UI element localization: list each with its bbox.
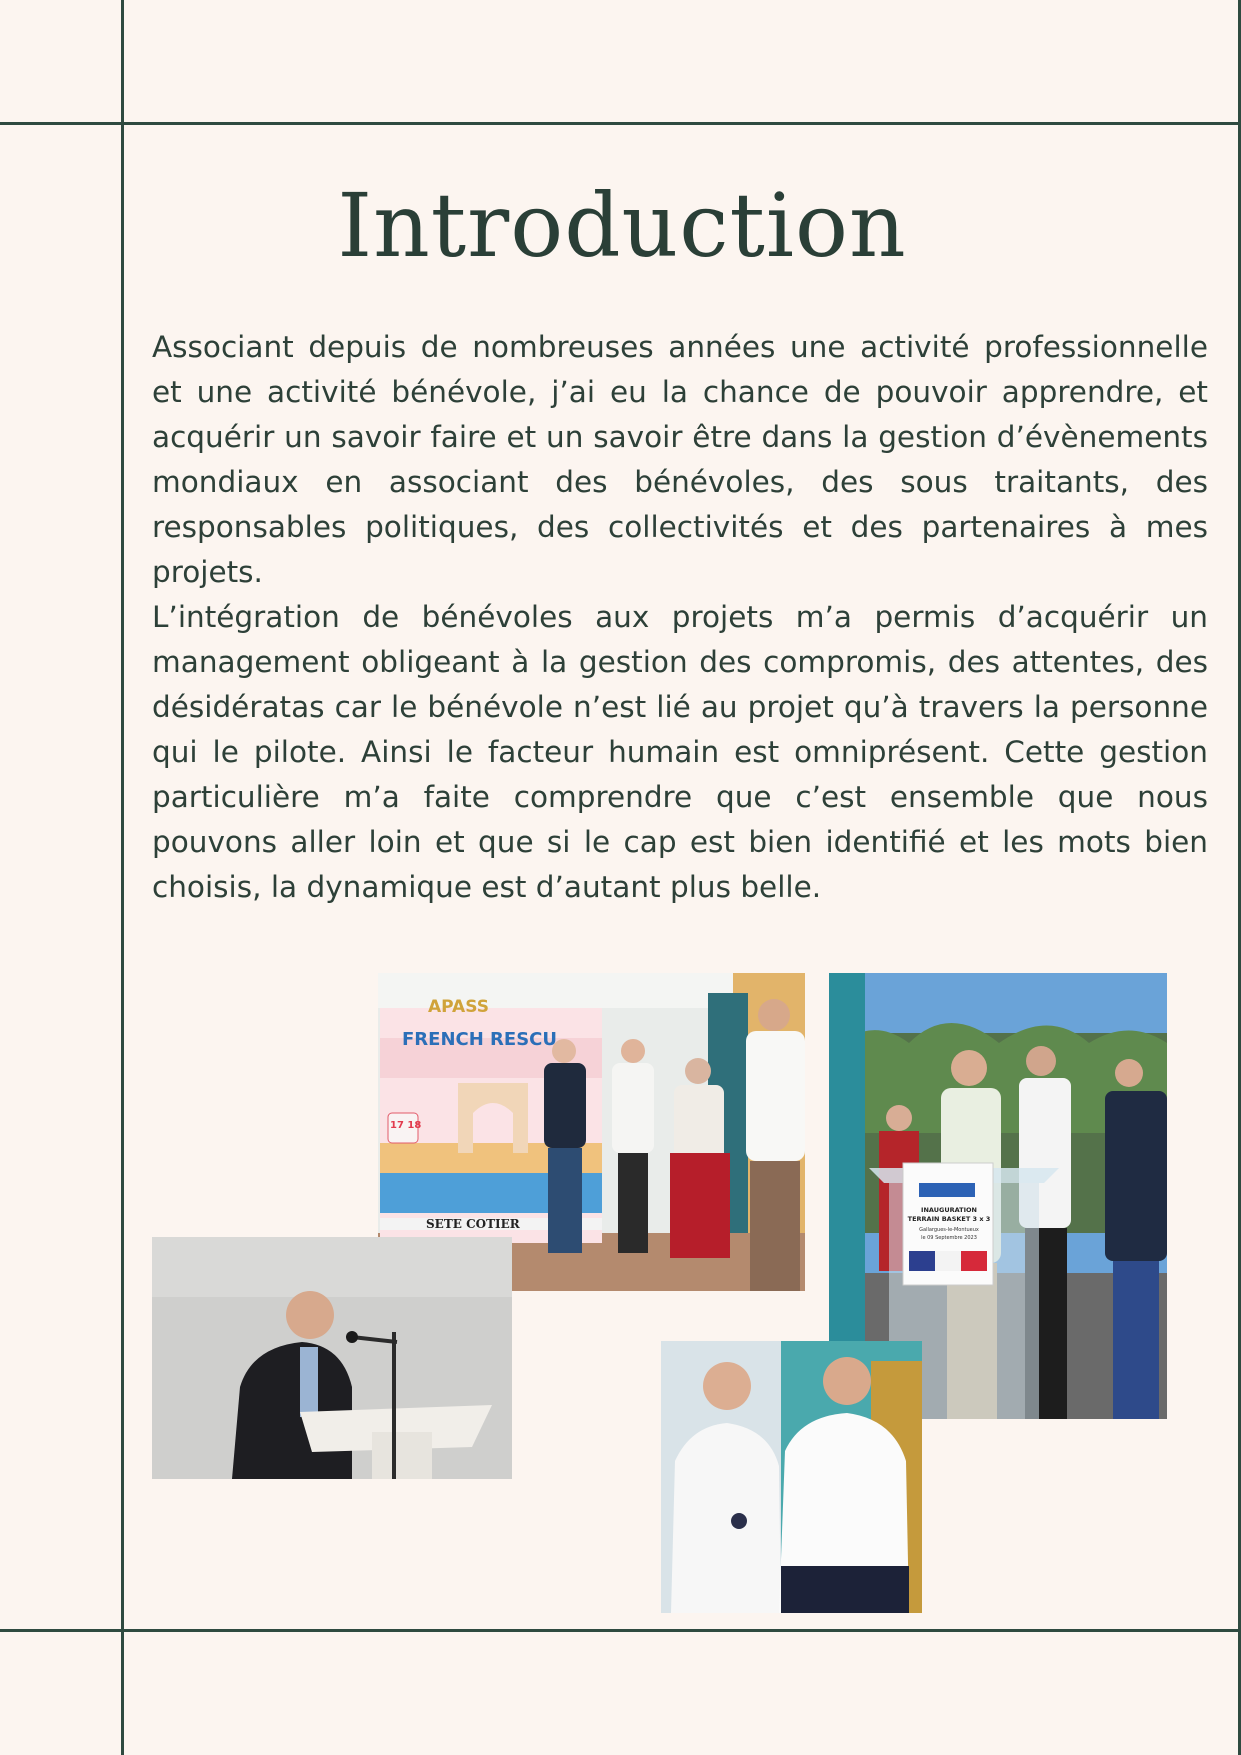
body-text xyxy=(152,325,1208,910)
podium-sign-place: Gallargues-le-Montueux xyxy=(919,1227,979,1233)
award-photo xyxy=(661,1341,922,1613)
page-title: Introduction xyxy=(337,174,907,277)
banner-headline: FRENCH RESCU xyxy=(402,1029,558,1050)
paragraph-1: Associant depuis de nombreuses années une activité professionnelle et une activité bénévole, j’ai eu la chance de pouvoir apprendre, et acquérir un savoir faire et un savoir être dans la gestion d’évènements mondiaux en associant des bénévoles, des sous traitants, des responsables politiques, des collectivités et des partenaires à mes projets. xyxy=(152,330,1208,589)
frame-rule-bottom xyxy=(0,1629,1241,1632)
frame-rule-left xyxy=(121,0,124,1755)
podium-sign-title: INAUGURATION TERRAIN BASKET 3 x 3 xyxy=(907,1206,991,1223)
paragraph-2: L’intégration de bénévoles aux projets m’a permis d’acquérir un management obligeant à la gestion des compromis, des attentes, des désidératas car le bénévole n’est lié au projet qu’à travers la personne qui le pilote. Ainsi le facteur humain est omniprésent. Cette gestion particulière m’a faite comprendre que c’est ensemble que nous pouvons aller loin et que si le cap est bien identifié et les mots bien choisis, la dynamique est d’autant plus belle. xyxy=(152,600,1208,904)
podium-sign-date: le 09 Septembre 2023 xyxy=(921,1235,977,1241)
banner-footer: SETE COTIER xyxy=(426,1217,520,1231)
banner-logo: APASS xyxy=(428,997,489,1017)
speaker-photo xyxy=(152,1237,512,1479)
frame-rule-top xyxy=(0,122,1241,125)
banner-dates: 17 18 xyxy=(390,1120,422,1131)
